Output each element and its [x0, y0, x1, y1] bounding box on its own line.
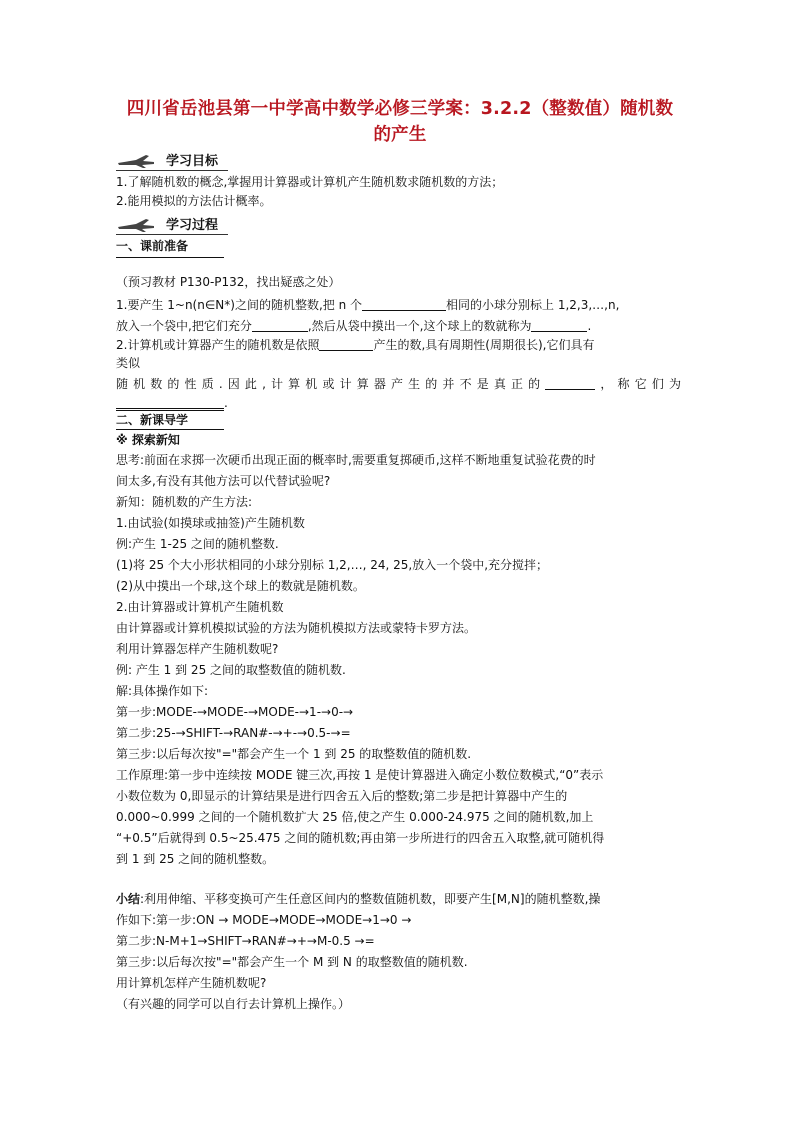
summary-line-2: 作如下:第一步:ON → MODE→MODE→MODE→1→0 → — [116, 913, 412, 927]
summary-line-5: 用计算机怎样产生随机数呢? — [116, 976, 267, 990]
body-line-2: 间太多,有没有其他方法可以代替试验呢? — [116, 474, 331, 488]
q2-text-f: . — [224, 396, 228, 410]
body-line-7: (2)从中摸出一个球,这个球上的数就是随机数。 — [116, 579, 365, 593]
body-line-10: 利用计算器怎样产生随机数呢? — [116, 642, 279, 656]
question-2-line-4 — [116, 395, 228, 411]
body-line-1: 思考:前面在求掷一次硬币出现正面的概率时,需要重复掷硬币,这样不断地重复试验花费的时 — [116, 453, 596, 467]
q2-text-e: ，称它们为 — [595, 377, 681, 391]
question-1-line-1 — [116, 297, 619, 313]
goals-heading: 学习目标 — [166, 154, 219, 169]
fill-blank[interactable] — [531, 319, 587, 332]
fill-blank[interactable] — [319, 338, 373, 351]
fill-blank[interactable] — [362, 298, 446, 311]
body-line-16: 工作原理:第一步中连续按 MODE 键三次,再按 1 是使计算器进入确定小数位数模式,“0”表示 — [116, 768, 604, 782]
process-heading-underline — [116, 234, 228, 235]
body-line-4: 1.由试验(如摸球或抽签)产生随机数 — [116, 516, 305, 530]
airplane-icon — [116, 217, 156, 233]
body-line-19: “+0.5”后就得到 0.5~25.475 之间的随机数;再由第一步所进行的四舍五入取整,就可随机得 — [116, 831, 605, 845]
question-2-line-2: 类似 — [116, 356, 141, 370]
fill-blank[interactable] — [116, 396, 224, 409]
part1-heading: 一、课前准备 — [116, 239, 189, 253]
body-line-14: 第二步:25-→SHIFT-→RAN#-→+-→0.5-→= — [116, 726, 351, 740]
summary-line-6: （有兴趣的同学可以自行去计算机上操作。） — [116, 997, 351, 1011]
fill-blank[interactable] — [545, 377, 595, 390]
goal-item-1: 1.了解随机数的概念,掌握用计算器或计算机产生随机数求随机数的方法； — [116, 175, 504, 189]
summary-line-1 — [116, 891, 600, 907]
body-line-20: 到 1 到 25 之间的随机整数。 — [116, 852, 275, 866]
q1-text-d: ,然后从袋中摸出一个,这个球上的数就称为 — [307, 319, 532, 333]
body-line-18: 0.000~0.999 之间的一个随机数扩大 25 倍,使之产生 0.000-24.975 之间的随机数,加上 — [116, 810, 594, 824]
summary-label: 小结 — [116, 892, 141, 906]
body-line-3: 新知：随机数的产生方法: — [116, 495, 253, 509]
part1-heading-rule — [116, 257, 224, 258]
question-2-line-1 — [116, 337, 594, 353]
body-line-8: 2.由计算器或计算机产生随机数 — [116, 600, 284, 614]
part1-note: （预习教材 P130-P132，找出疑惑之处） — [116, 275, 341, 289]
process-section-header — [116, 217, 226, 237]
title-line-1: 四川省岳池县第一中学高中数学必修三学案：3.2.2（整数值）随机数 — [126, 99, 674, 119]
goals-section-header — [116, 153, 226, 173]
body-line-17: 小数位数为 0,即显示的计算结果是进行四舍五入后的整数;第二步是把计算器中产生的 — [116, 789, 568, 803]
body-line-5: 例:产生 1-25 之间的随机整数. — [116, 537, 279, 551]
summary-line-4: 第三步:以后每次按"="都会产生一个 M 到 N 的取整数值的随机数. — [116, 955, 468, 969]
summary-line-3: 第二步:N-M+1→SHIFT→RAN#→+→M-0.5 →= — [116, 934, 375, 948]
body-line-12: 解:具体操作如下: — [116, 684, 209, 698]
airplane-icon — [116, 153, 156, 169]
q2-text-d: 随机数的性质.因此,计算机或计算器产生的并不是真正的 — [116, 377, 546, 391]
title-line-2: 的产生 — [373, 125, 427, 145]
q1-text-a: 1.要产生 1~n(n∈N*)之间的随机整数,把 n 个 — [116, 298, 363, 312]
body-line-15: 第三步:以后每次按"="都会产生一个 1 到 25 的取整数值的随机数. — [116, 747, 472, 761]
q1-text-b: 相同的小球分别标上 1,2,3,…,n, — [446, 298, 620, 312]
goal-item-2: 2.能用模拟的方法估计概率。 — [116, 194, 272, 208]
process-heading: 学习过程 — [166, 218, 219, 233]
explore-subheading: ※ 探索新知 — [116, 433, 180, 447]
page-title — [100, 96, 700, 148]
q2-text-b: 产生的数,具有周期性(周期很长),它们具有 — [373, 338, 595, 352]
summary-text: :利用伸缩、平移变换可产生任意区间内的整数值随机数，即要产生[M,N]的随机整数,操 — [140, 892, 601, 906]
body-line-9: 由计算器或计算机模拟试验的方法为随机模拟方法或蒙特卡罗方法。 — [116, 621, 477, 635]
part2-heading-rule-bottom — [116, 429, 224, 430]
part2-heading-rule-top — [116, 410, 224, 411]
q2-text-a: 2.计算机或计算器产生的随机数是依照 — [116, 338, 320, 352]
body-line-6: (1)将 25 个大小形状相同的小球分别标 1,2,…, 24, 25,放入一个袋中,充分搅拌； — [116, 558, 549, 572]
goals-heading-underline — [116, 170, 228, 171]
question-1-line-2 — [116, 318, 591, 334]
part2-heading: 二、新课导学 — [116, 413, 189, 427]
fill-blank[interactable] — [252, 319, 308, 332]
q1-text-c: 放入一个袋中,把它们充分 — [116, 319, 252, 333]
body-line-11: 例: 产生 1 到 25 之间的取整数值的随机数. — [116, 663, 346, 677]
body-line-13: 第一步:MODE-→MODE-→MODE-→1-→0-→ — [116, 705, 354, 719]
question-2-line-3 — [116, 376, 681, 392]
q1-text-e: . — [587, 319, 592, 333]
